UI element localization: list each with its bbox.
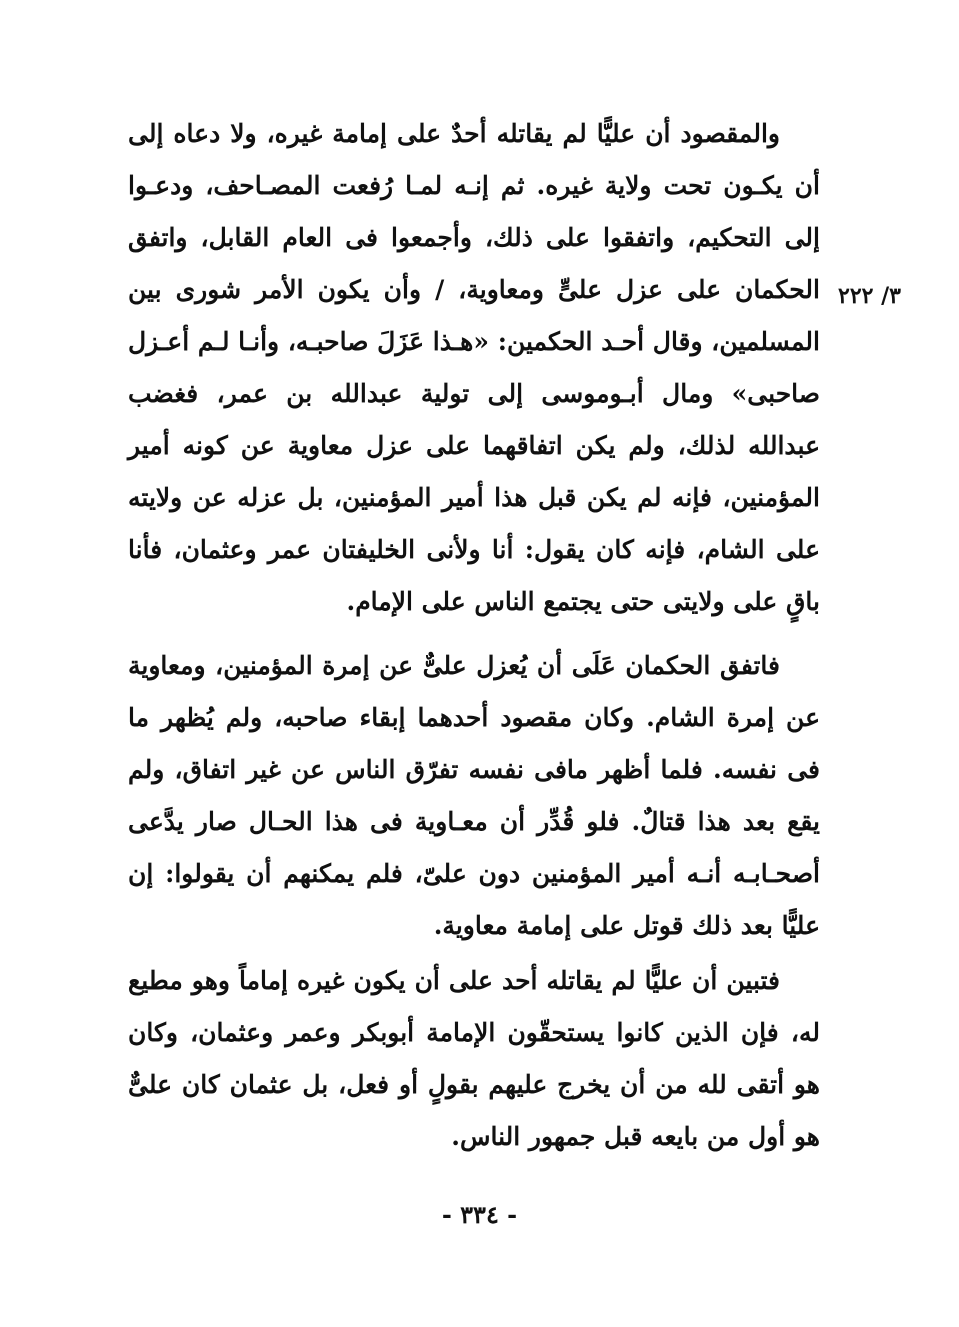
paragraph-3 [128,955,820,1163]
paragraph-2 [128,640,820,952]
page-number: - ٣٣٤ - [441,1200,518,1229]
paragraph-text: والمقصود أن عليًّا لم يقاتله أحدٌ على إمامة غيره، ولا دعاه إلى أن يكـون تحت ولاية غيره. ثم إنـه لمـا رُفعت المصـاحف، ودعـوا إلى التحكيم، واتفقوا على ذلك، وأجمعوا فى العام القابل، واتفق الحكمان على عزل علىٍّ ومعاوية، / وأن يكون الأمر شورى بين المسلمين، وقال أحـد الحكمين: «هـذا عَزَلَ صاحبـه، وأنـا لـم أعـزل صاحبى» ومال أبـوموسى إلى تولية عبدالله بن عمر، فغضب عبدالله لذلك، ولم يكن اتفاقهما على عزل معاوية عن كونه أمير المؤمنين، فإنه لم يكن قبل هذا أمير المؤمنين، بل عزله عن ولايته على الشام، فإنه كان يقول: أنا ولأنى الخليفتان عمر وعثمان، فأنا باقٍ على ولايتى حتى يجتمع الناس على الإمام. [128,119,821,616]
margin-reference: ٣/ ٢٢٢ [838,283,901,309]
paragraph-text: فتبين أن عليًّا لم يقاتله أحد على أن يكون غيره إماماً وهو مطيع له، فإن الذين كانوا يستحقّون الإمامة أبوبكر وعمر وعثمان، وكان هو أتقى لله من أن يخرج عليهم بقولٍ أو فعل، بل عثمان كان علىٌّ هو أول من بايعه قبل جمهور الناس. [128,966,820,1151]
paragraph-text: فاتفق الحكمان عَلَى أن يُعزل علىٌّ عن إمرة المؤمنين، ومعاوية عن إمرة الشام. وكان مقصود أحدهما إبقاء صاحبه، ولم يُظهر ما فى نفسه. فلما أظهر مافى نفسه تفرّق الناس عن غير اتفاق، ولم يقع بعد هذا قتالٌ. فلو قُدِّر أن معـاوية فى هذا الحـال صار يدَّعى أصحـابـه أنـه أمير المؤمنين دون علىّ، فلم يمكنهم أن يقولوا: إن عليًّا بعد ذلك قوتل على إمامة معاوية. [128,651,820,940]
paragraph-1 [128,108,820,628]
